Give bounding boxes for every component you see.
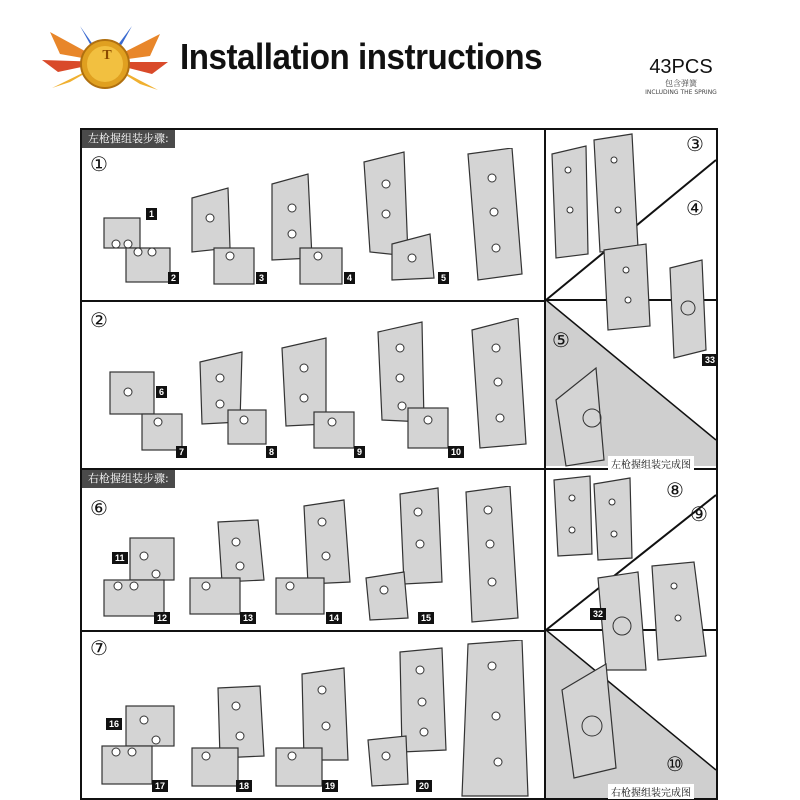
part-label-18: 18: [236, 780, 252, 792]
step-2-number: ②: [90, 308, 108, 332]
logo-letter: T: [102, 48, 112, 63]
row-divider-3: [80, 630, 546, 632]
part-label-17: 17: [152, 780, 168, 792]
part-label-12: 12: [154, 612, 170, 624]
step-1-illustration: [82, 148, 544, 298]
part-label-13: 13: [240, 612, 256, 624]
left-grip-complete-caption: 左枪握组装完成图: [608, 456, 694, 471]
step-9-number: ⑨: [690, 502, 708, 526]
part-label-5: 5: [438, 272, 449, 284]
left-grip-steps-header: 左枪握组装步骤:: [82, 130, 175, 148]
part-label-2: 2: [168, 272, 179, 284]
page-title: Installation instructions: [180, 36, 543, 77]
right-grip-complete-caption: 右枪握组装完成图: [608, 784, 694, 799]
step-6-number: ⑥: [90, 496, 108, 520]
pieces-note-cn: 包含弹簧: [665, 79, 697, 88]
pieces-note-en: INCLUDING THE SPRING: [645, 89, 717, 96]
step-5-number: ⑤: [552, 328, 570, 352]
part-label-20: 20: [416, 780, 432, 792]
step-8-number: ⑧: [666, 478, 684, 502]
part-label-11: 11: [112, 552, 128, 564]
part-label-8: 8: [266, 446, 277, 458]
part-label-6: 6: [156, 386, 167, 398]
step-6-illustration: [82, 486, 544, 628]
part-label-16: 16: [106, 718, 122, 730]
part-label-1: 1: [146, 208, 157, 220]
part-label-32: 32: [590, 608, 606, 620]
step-10-number: ⑩: [666, 752, 684, 776]
step-2-illustration: [82, 318, 544, 466]
part-label-9: 9: [354, 446, 365, 458]
step-1-number: ①: [90, 152, 108, 176]
step-7-illustration: [82, 640, 544, 798]
part-label-10: 10: [448, 446, 464, 458]
part-label-7: 7: [176, 446, 187, 458]
step-3-number: ③: [686, 132, 704, 156]
part-label-19: 19: [322, 780, 338, 792]
pieces-count-value: 43PCS: [649, 56, 713, 78]
part-label-4: 4: [344, 272, 355, 284]
step-7-number: ⑦: [90, 636, 108, 660]
row-divider-1: [80, 300, 546, 302]
pieces-count: [636, 56, 726, 97]
part-label-15: 15: [418, 612, 434, 624]
part-label-14: 14: [326, 612, 342, 624]
step-4-number: ④: [686, 196, 704, 220]
part-label-3: 3: [256, 272, 267, 284]
right-grip-steps-header: 右枪握组装步骤:: [82, 470, 175, 488]
part-label-33: 33: [702, 354, 718, 366]
